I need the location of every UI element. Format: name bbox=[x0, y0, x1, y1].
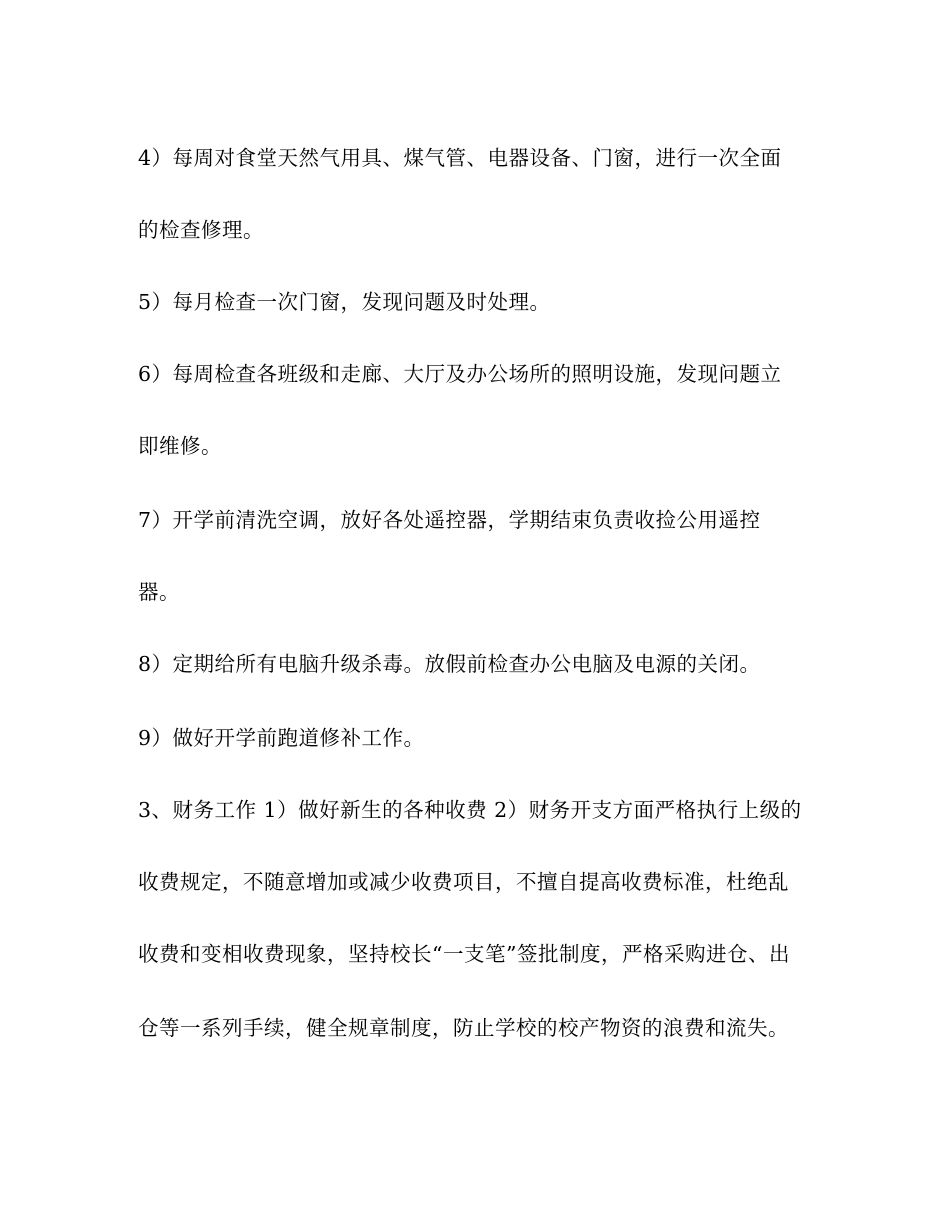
text-line: 收费和变相收费现象，坚持校长“一支笔”签批制度，严格采购进仓、出 bbox=[138, 942, 790, 966]
text-line: 的检查修理。 bbox=[138, 218, 264, 242]
text-line: 仓等一系列手续，健全规章制度，防止学校的校产物资的浪费和流失。 bbox=[138, 1016, 789, 1040]
text-line: 即维修。 bbox=[138, 434, 222, 458]
text-line: 收费规定，不随意增加或减少收费项目，不擅自提高收费标准，杜绝乱 bbox=[138, 870, 789, 894]
text-line: 8）定期给所有电脑升级杀毒。放假前检查办公电脑及电源的关闭。 bbox=[138, 652, 761, 676]
text-line: 5）每月检查一次门窗，发现问题及时处理。 bbox=[138, 290, 551, 314]
text-line: 7）开学前清洗空调，放好各处遥控器，学期结束负责收捡公用遥控 bbox=[138, 508, 761, 532]
text-line: 器。 bbox=[138, 580, 180, 604]
text-line: 9）做好开学前跑道修补工作。 bbox=[138, 726, 425, 750]
text-line: 6）每周检查各班级和走廊、大厅及办公场所的照明设施，发现问题立 bbox=[138, 362, 782, 386]
text-line: 4）每周对食堂天然气用具、煤气管、电器设备、门窗，进行一次全面 bbox=[138, 146, 782, 170]
text-line: 3、财务工作 1）做好新生的各种收费 2）财务开支方面严格执行上级的 bbox=[138, 798, 802, 822]
